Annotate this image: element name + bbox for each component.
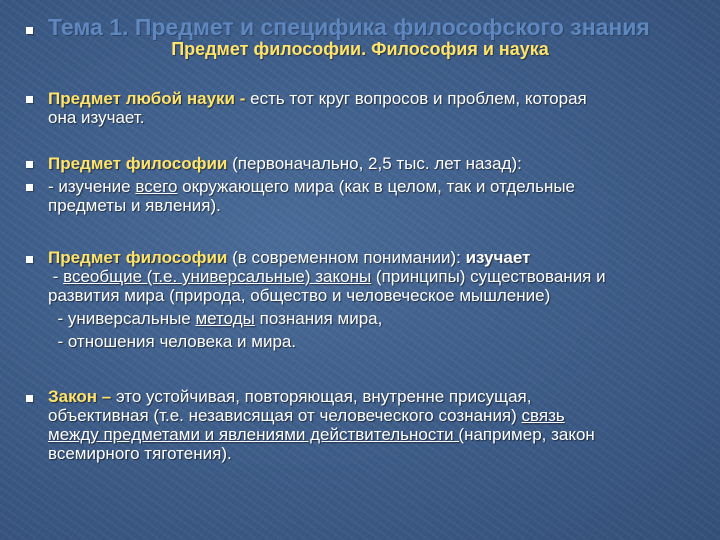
- paragraph-subject-of-philosophy-modern: [48, 248, 713, 351]
- term: Предмет философии: [48, 154, 228, 173]
- underlined-word: связь: [521, 406, 565, 425]
- bullet-icon: [26, 256, 33, 263]
- bullet-icon: [26, 184, 33, 191]
- paragraph-subject-of-science: [48, 89, 713, 127]
- line: [48, 177, 713, 196]
- text: - изучение: [48, 177, 136, 196]
- text: это устойчивая, повторяющая, внутренне присущая,: [115, 387, 532, 406]
- text: объективная (т.е. независящая от человеческого сознания): [48, 406, 522, 425]
- text: -: [48, 267, 64, 286]
- text: окружающего мира (как в целом, так и отдельные: [177, 177, 576, 196]
- bullet-icon: [26, 161, 33, 168]
- title-bullet-icon: [26, 27, 33, 34]
- dash: -: [235, 89, 251, 108]
- term: Закон: [48, 387, 98, 406]
- bullet-icon: [26, 395, 33, 402]
- line: [48, 309, 713, 328]
- underlined-phrase: между предметами и явлениями действительности (: [48, 425, 465, 444]
- line: [48, 154, 713, 173]
- dash: –: [97, 387, 116, 406]
- text: познания мира,: [254, 309, 383, 328]
- text: (в современном понимании):: [227, 248, 466, 267]
- text: (первоначально, 2,5 тыс. лет назад):: [227, 154, 522, 173]
- paragraph-study-of-world: [48, 177, 713, 215]
- paragraph-subject-of-philosophy-original: [48, 154, 713, 173]
- text: (принципы) существования и: [371, 267, 606, 286]
- line: [48, 267, 713, 286]
- text: например, закон: [464, 425, 595, 444]
- term: Предмет философии: [48, 248, 228, 267]
- line: [48, 406, 713, 425]
- text: есть тот круг вопросов и проблем, которая: [250, 89, 587, 108]
- underlined-word: всего: [135, 177, 178, 196]
- line: предметы и явления).: [48, 196, 221, 215]
- paragraph-law: [48, 387, 713, 463]
- underlined-word: методы: [195, 309, 255, 328]
- slide-subtitle: Предмет философии. Философия и наука: [171, 39, 549, 59]
- line: развития мира (природа, общество и человеческое мышление): [48, 286, 551, 305]
- line: [48, 248, 713, 267]
- line: [48, 425, 713, 444]
- bullet-icon: [26, 96, 33, 103]
- underlined-phrase: всеобщие (т.е. универсальные) законы: [63, 267, 372, 286]
- line: всемирного тяготения).: [48, 444, 232, 463]
- line: она изучает.: [48, 108, 145, 127]
- line: - отношения человека и мира.: [48, 332, 297, 351]
- text: - универсальные: [48, 309, 196, 328]
- bold-word: изучает: [465, 248, 531, 267]
- line: [48, 89, 713, 108]
- slide-title: Тема 1. Предмет и специфика философского знания: [48, 14, 650, 40]
- term: Предмет любой науки: [48, 89, 235, 108]
- line: [48, 387, 713, 406]
